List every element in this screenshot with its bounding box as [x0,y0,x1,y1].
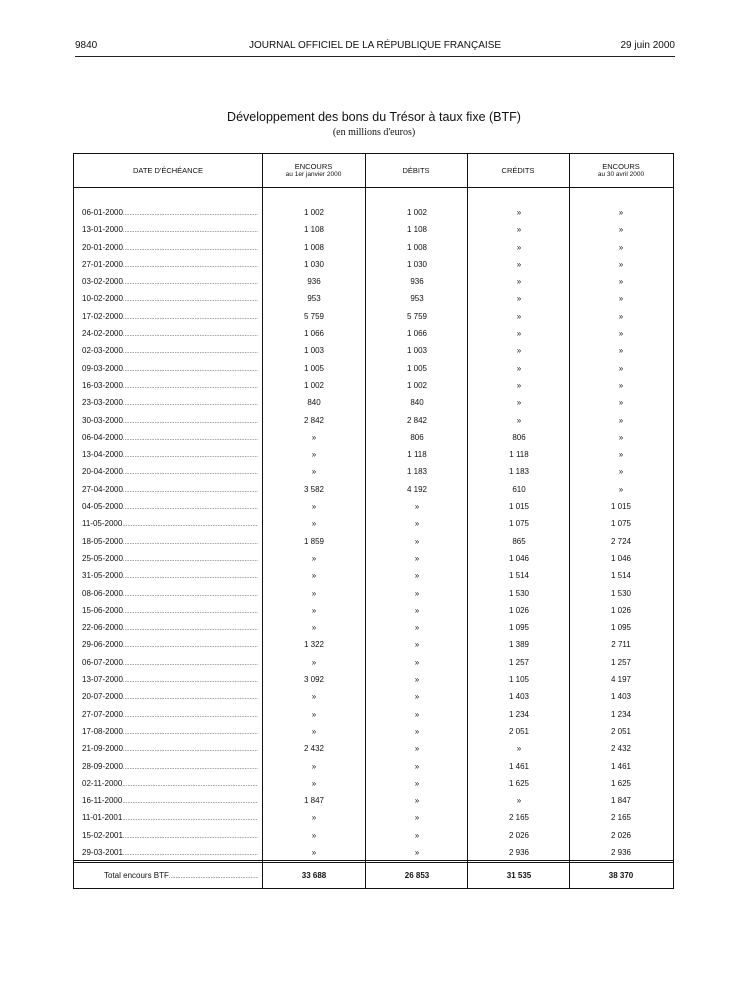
cell-debits: » [414,588,420,598]
table-row [74,551,673,568]
cell-encours-start: » [311,588,317,598]
cell-date: 13-04-2000 ..... [82,450,258,459]
cell-debits: 840 [410,398,424,408]
cell-encours-end: » [618,294,624,304]
table-row [74,447,673,464]
header-credits-label: CRÉDITS [501,165,535,175]
header-encours-end [569,154,673,187]
cell-debits: 806 [410,432,424,442]
cell-encours-start: 3 092 [303,675,325,685]
cell-debits: » [414,536,420,546]
table-row [74,759,673,776]
cell-encours-start: » [311,450,317,460]
cell-debits: » [414,502,420,512]
table-body [74,205,673,862]
cell-date: 20-07-2000 ..... [82,692,258,701]
cell-debits: 4 192 [406,484,428,494]
cell-credits: 1 514 [508,571,530,581]
cell-debits: 953 [410,294,424,304]
cell-date: 13-07-2000 ..... [82,675,258,684]
cell-encours-start: 840 [307,398,321,408]
table-row [74,378,673,395]
cell-credits: » [516,294,522,304]
cell-encours-start: » [311,605,317,615]
cell-debits: » [414,778,420,788]
table-row [74,499,673,516]
cell-debits: » [414,692,420,702]
cell-credits: » [516,398,522,408]
header-encours-end-sub: au 30 avril 2000 [597,170,645,178]
cell-encours-start: » [311,692,317,702]
cell-encours-end: » [618,380,624,390]
cell-debits: » [414,675,420,685]
cell-encours-end: 1 625 [610,778,632,788]
header-debits [365,154,467,187]
cell-encours-start: » [311,709,317,719]
cell-debits: 1 005 [406,363,428,373]
cell-date: 16-11-2000 ..... [82,796,258,805]
cell-encours-start: 1 003 [303,346,325,356]
cell-credits: » [516,415,522,425]
cell-debits: 1 183 [406,467,428,477]
cell-encours-start: 1 002 [303,380,325,390]
cell-encours-start: » [311,847,317,857]
cell-date: 15-06-2000 ..... [82,606,258,615]
cell-encours-start: 3 582 [303,484,325,494]
cell-encours-end: » [618,398,624,408]
cell-encours-end: 1 403 [610,692,632,702]
cell-date: 11-01-2001 ..... [82,813,258,822]
table-row [74,309,673,326]
cell-credits: » [516,380,522,390]
cell-encours-end: 1 075 [610,519,632,529]
cell-encours-end: » [618,432,624,442]
table-row [74,828,673,845]
cell-debits: 1 108 [406,225,428,235]
header-rule [74,187,673,188]
table-subtitle: (en millions d'euros) [332,127,416,138]
cell-credits: » [516,346,522,356]
table-row [74,343,673,360]
table-row [74,724,673,741]
cell-encours-start: » [311,432,317,442]
cell-date: 02-11-2000 ..... [82,779,258,788]
total-debits: 26 853 [404,871,430,880]
cell-encours-start: 2 842 [303,415,325,425]
cell-debits: 1 003 [406,346,428,356]
cell-encours-end: 2 432 [610,744,632,754]
cell-encours-start: » [311,830,317,840]
cell-encours-end: » [618,450,624,460]
cell-credits: 2 026 [508,830,530,840]
table-row [74,810,673,827]
table-row [74,707,673,724]
cell-date: 11-05-2000 ..... [82,519,258,528]
cell-debits: » [414,571,420,581]
cell-credits: 1 118 [509,450,529,460]
cell-debits: 1 002 [406,208,428,217]
table-row [74,620,673,637]
cell-debits: » [414,640,420,650]
cell-debits: » [414,519,420,529]
cell-credits: 1 026 [508,605,530,615]
cell-date: 20-01-2000 ..... [82,243,258,252]
cell-encours-start: » [311,657,317,667]
cell-date: 08-06-2000 ..... [82,589,258,598]
cell-credits: » [516,277,522,287]
cell-encours-end: » [618,346,624,356]
cell-encours-end: 1 015 [610,502,632,512]
cell-encours-start: » [311,726,317,736]
cell-credits: 2 936 [508,847,530,857]
publication-date: 29 juin 2000 [620,40,675,51]
cell-encours-start: 1 002 [303,208,325,217]
cell-encours-end: 2 936 [610,847,632,857]
cell-credits: » [516,796,522,806]
table-row [74,257,673,274]
table-row [74,205,673,222]
cell-debits: » [414,847,420,857]
table-row [74,413,673,430]
cell-encours-start: » [311,623,317,633]
cell-encours-end: 1 026 [610,605,632,615]
table-row [74,430,673,447]
cell-date: 17-08-2000 ..... [82,727,258,736]
cell-credits: 2 051 [508,726,530,736]
table-row [74,291,673,308]
table-row [74,361,673,378]
table-row [74,568,673,585]
cell-date: 23-03-2000 ..... [82,398,258,407]
cell-credits: 1 389 [508,640,530,650]
cell-date: 04-05-2000 ..... [82,502,258,511]
cell-encours-end: 2 724 [610,536,632,546]
cell-date: 18-05-2000 ..... [82,537,258,546]
cell-debits: 1 030 [406,259,428,269]
header-encours-start [262,154,365,187]
cell-credits: 1 461 [508,761,530,771]
cell-debits: » [414,657,420,667]
cell-date: 10-02-2000 ..... [82,294,258,303]
cell-encours-start: » [311,813,317,823]
cell-date: 06-07-2000 ..... [82,658,258,667]
cell-credits: » [516,363,522,373]
cell-date: 29-03-2001 ..... [82,848,258,857]
cell-date: 24-02-2000 ..... [82,329,258,338]
cell-encours-end: 2 165 [610,813,632,823]
cell-debits: » [414,761,420,771]
cell-encours-start: » [311,519,317,529]
cell-credits: » [516,225,522,235]
cell-date: 02-03-2000 ..... [82,346,258,355]
cell-debits: » [414,813,420,823]
table-row [74,672,673,689]
header-encours-start-label: ENCOURS [294,161,333,171]
cell-date: 09-03-2000 ..... [82,364,258,373]
cell-encours-end: » [618,225,624,235]
cell-credits: 610 [512,484,526,494]
table-row [74,326,673,343]
cell-debits: 1 066 [406,329,428,339]
journal-title: JOURNAL OFFICIEL DE LA RÉPUBLIQUE FRANÇAISE [248,40,502,51]
cell-encours-end: » [618,242,624,252]
cell-encours-start: » [311,553,317,563]
cell-encours-start: 1 847 [303,796,325,806]
cell-encours-start: 1 005 [303,363,325,373]
cell-encours-start: 1 066 [303,329,325,339]
table-row [74,240,673,257]
cell-credits: » [516,259,522,269]
cell-encours-end: 1 234 [610,709,632,719]
table-row [74,534,673,551]
cell-credits: 1 234 [508,709,530,719]
table-row [74,516,673,533]
cell-credits: 1 257 [508,657,530,667]
cell-credits: 2 165 [508,813,530,823]
cell-encours-end: » [618,259,624,269]
cell-encours-start: » [311,778,317,788]
cell-encours-start: 1 322 [303,640,325,650]
cell-encours-end: 1 847 [610,796,632,806]
table-row [74,274,673,291]
table-row [74,586,673,603]
cell-encours-start: » [311,467,317,477]
cell-debits: » [414,726,420,736]
cell-date: 25-05-2000 ..... [82,554,258,563]
cell-debits: 936 [410,277,424,287]
cell-encours-end: 2 051 [610,726,632,736]
total-label: Total encours BTF ..... [104,871,258,880]
cell-credits: 1 625 [508,778,530,788]
cell-encours-end: 4 197 [610,675,632,685]
cell-date: 22-06-2000 ..... [82,623,258,632]
table-row [74,741,673,758]
cell-debits: 1 002 [406,380,428,390]
table-row [74,776,673,793]
cell-credits: » [516,311,522,321]
cell-encours-start: » [311,571,317,581]
table-row [74,637,673,654]
cell-encours-end: 1 461 [610,761,632,771]
cell-encours-end: 2 711 [611,640,631,650]
cell-encours-end: 1 514 [610,571,632,581]
cell-date: 15-02-2001 ..... [82,831,258,840]
cell-credits: » [516,208,522,217]
cell-date: 03-02-2000 ..... [82,277,258,286]
cell-debits: 1 008 [406,242,428,252]
cell-debits: » [414,605,420,615]
header-debits-label: DÉBITS [402,165,430,175]
cell-credits: 1 105 [508,675,530,685]
cell-credits: 1 015 [508,502,530,512]
total-encours-start: 33 688 [301,871,327,880]
table-row [74,655,673,672]
cell-date: 20-04-2000 ..... [82,467,258,476]
cell-encours-start: » [311,502,317,512]
page-header [75,40,675,57]
cell-credits: » [516,329,522,339]
cell-debits: » [414,796,420,806]
cell-date: 27-07-2000 ..... [82,710,258,719]
cell-date: 27-01-2000 ..... [82,260,258,269]
cell-date: 13-01-2000 ..... [82,225,258,234]
cell-encours-start: 953 [307,294,321,304]
header-date-label: DATE D'ÉCHÉANCE [132,165,204,175]
cell-encours-end: » [618,484,624,494]
cell-encours-end: » [618,329,624,339]
cell-date: 29-06-2000 ..... [82,640,258,649]
cell-credits: » [516,744,522,754]
cell-debits: » [414,744,420,754]
cell-encours-end: » [618,467,624,477]
cell-debits: 5 759 [406,311,428,321]
cell-encours-end: » [618,208,624,217]
cell-date: 21-09-2000 ..... [82,744,258,753]
table-title: Développement des bons du Trésor à taux fixe (BTF) [227,110,521,124]
cell-credits: 806 [512,432,526,442]
table-row [74,395,673,412]
cell-date: 27-04-2000 ..... [82,485,258,494]
cell-debits: 1 118 [407,450,427,460]
cell-credits: 1 075 [508,519,530,529]
total-row [74,867,673,887]
cell-encours-start: 1 030 [303,259,325,269]
table-row [74,464,673,481]
total-credits: 31 535 [506,871,532,880]
cell-date: 28-09-2000 ..... [82,762,258,771]
cell-encours-start: 1 008 [303,242,325,252]
cell-encours-start: 2 432 [303,744,325,754]
cell-debits: » [414,553,420,563]
cell-credits: 1 095 [508,623,530,633]
cell-credits: 1 530 [508,588,530,598]
cell-encours-start: 1 108 [303,225,325,235]
cell-date: 16-03-2000 ..... [82,381,258,390]
cell-credits: 865 [512,536,526,546]
cell-credits: » [516,242,522,252]
cell-credits: 1 183 [508,467,530,477]
cell-date: 06-04-2000 ..... [82,433,258,442]
total-encours-end: 38 370 [608,871,634,880]
header-encours-end-label: ENCOURS [602,161,640,171]
cell-debits: » [414,830,420,840]
cell-encours-start: » [311,761,317,771]
cell-encours-end: » [618,415,624,425]
cell-credits: 1 046 [508,553,530,563]
header-encours-start-sub: au 1er janvier 2000 [285,170,342,178]
table-row [74,482,673,499]
cell-debits: » [414,623,420,633]
cell-encours-start: 1 859 [303,536,325,546]
header-date [74,154,262,187]
page-number: 9840 [75,40,98,51]
btf-table [73,153,674,889]
cell-encours-end: 2 026 [610,830,632,840]
cell-encours-start: 936 [307,277,321,287]
table-row [74,845,673,862]
cell-encours-end: 1 530 [610,588,632,598]
table-row [74,222,673,239]
cell-debits: 2 842 [406,415,428,425]
cell-encours-start: 5 759 [303,311,325,321]
cell-encours-end: » [618,311,624,321]
cell-encours-end: » [618,277,624,287]
cell-date: 17-02-2000 ..... [82,312,258,321]
cell-debits: » [414,709,420,719]
table-row [74,689,673,706]
cell-date: 06-01-2000 ..... [82,208,258,217]
cell-encours-end: 1 095 [610,623,632,633]
header-credits [467,154,569,187]
cell-encours-end: 1 046 [610,553,632,563]
cell-credits: 1 403 [508,692,530,702]
cell-encours-end: 1 257 [610,657,632,667]
cell-date: 31-05-2000 ..... [82,571,258,580]
cell-date: 30-03-2000 ..... [82,416,258,425]
table-row [74,603,673,620]
table-row [74,793,673,810]
cell-encours-end: » [618,363,624,373]
